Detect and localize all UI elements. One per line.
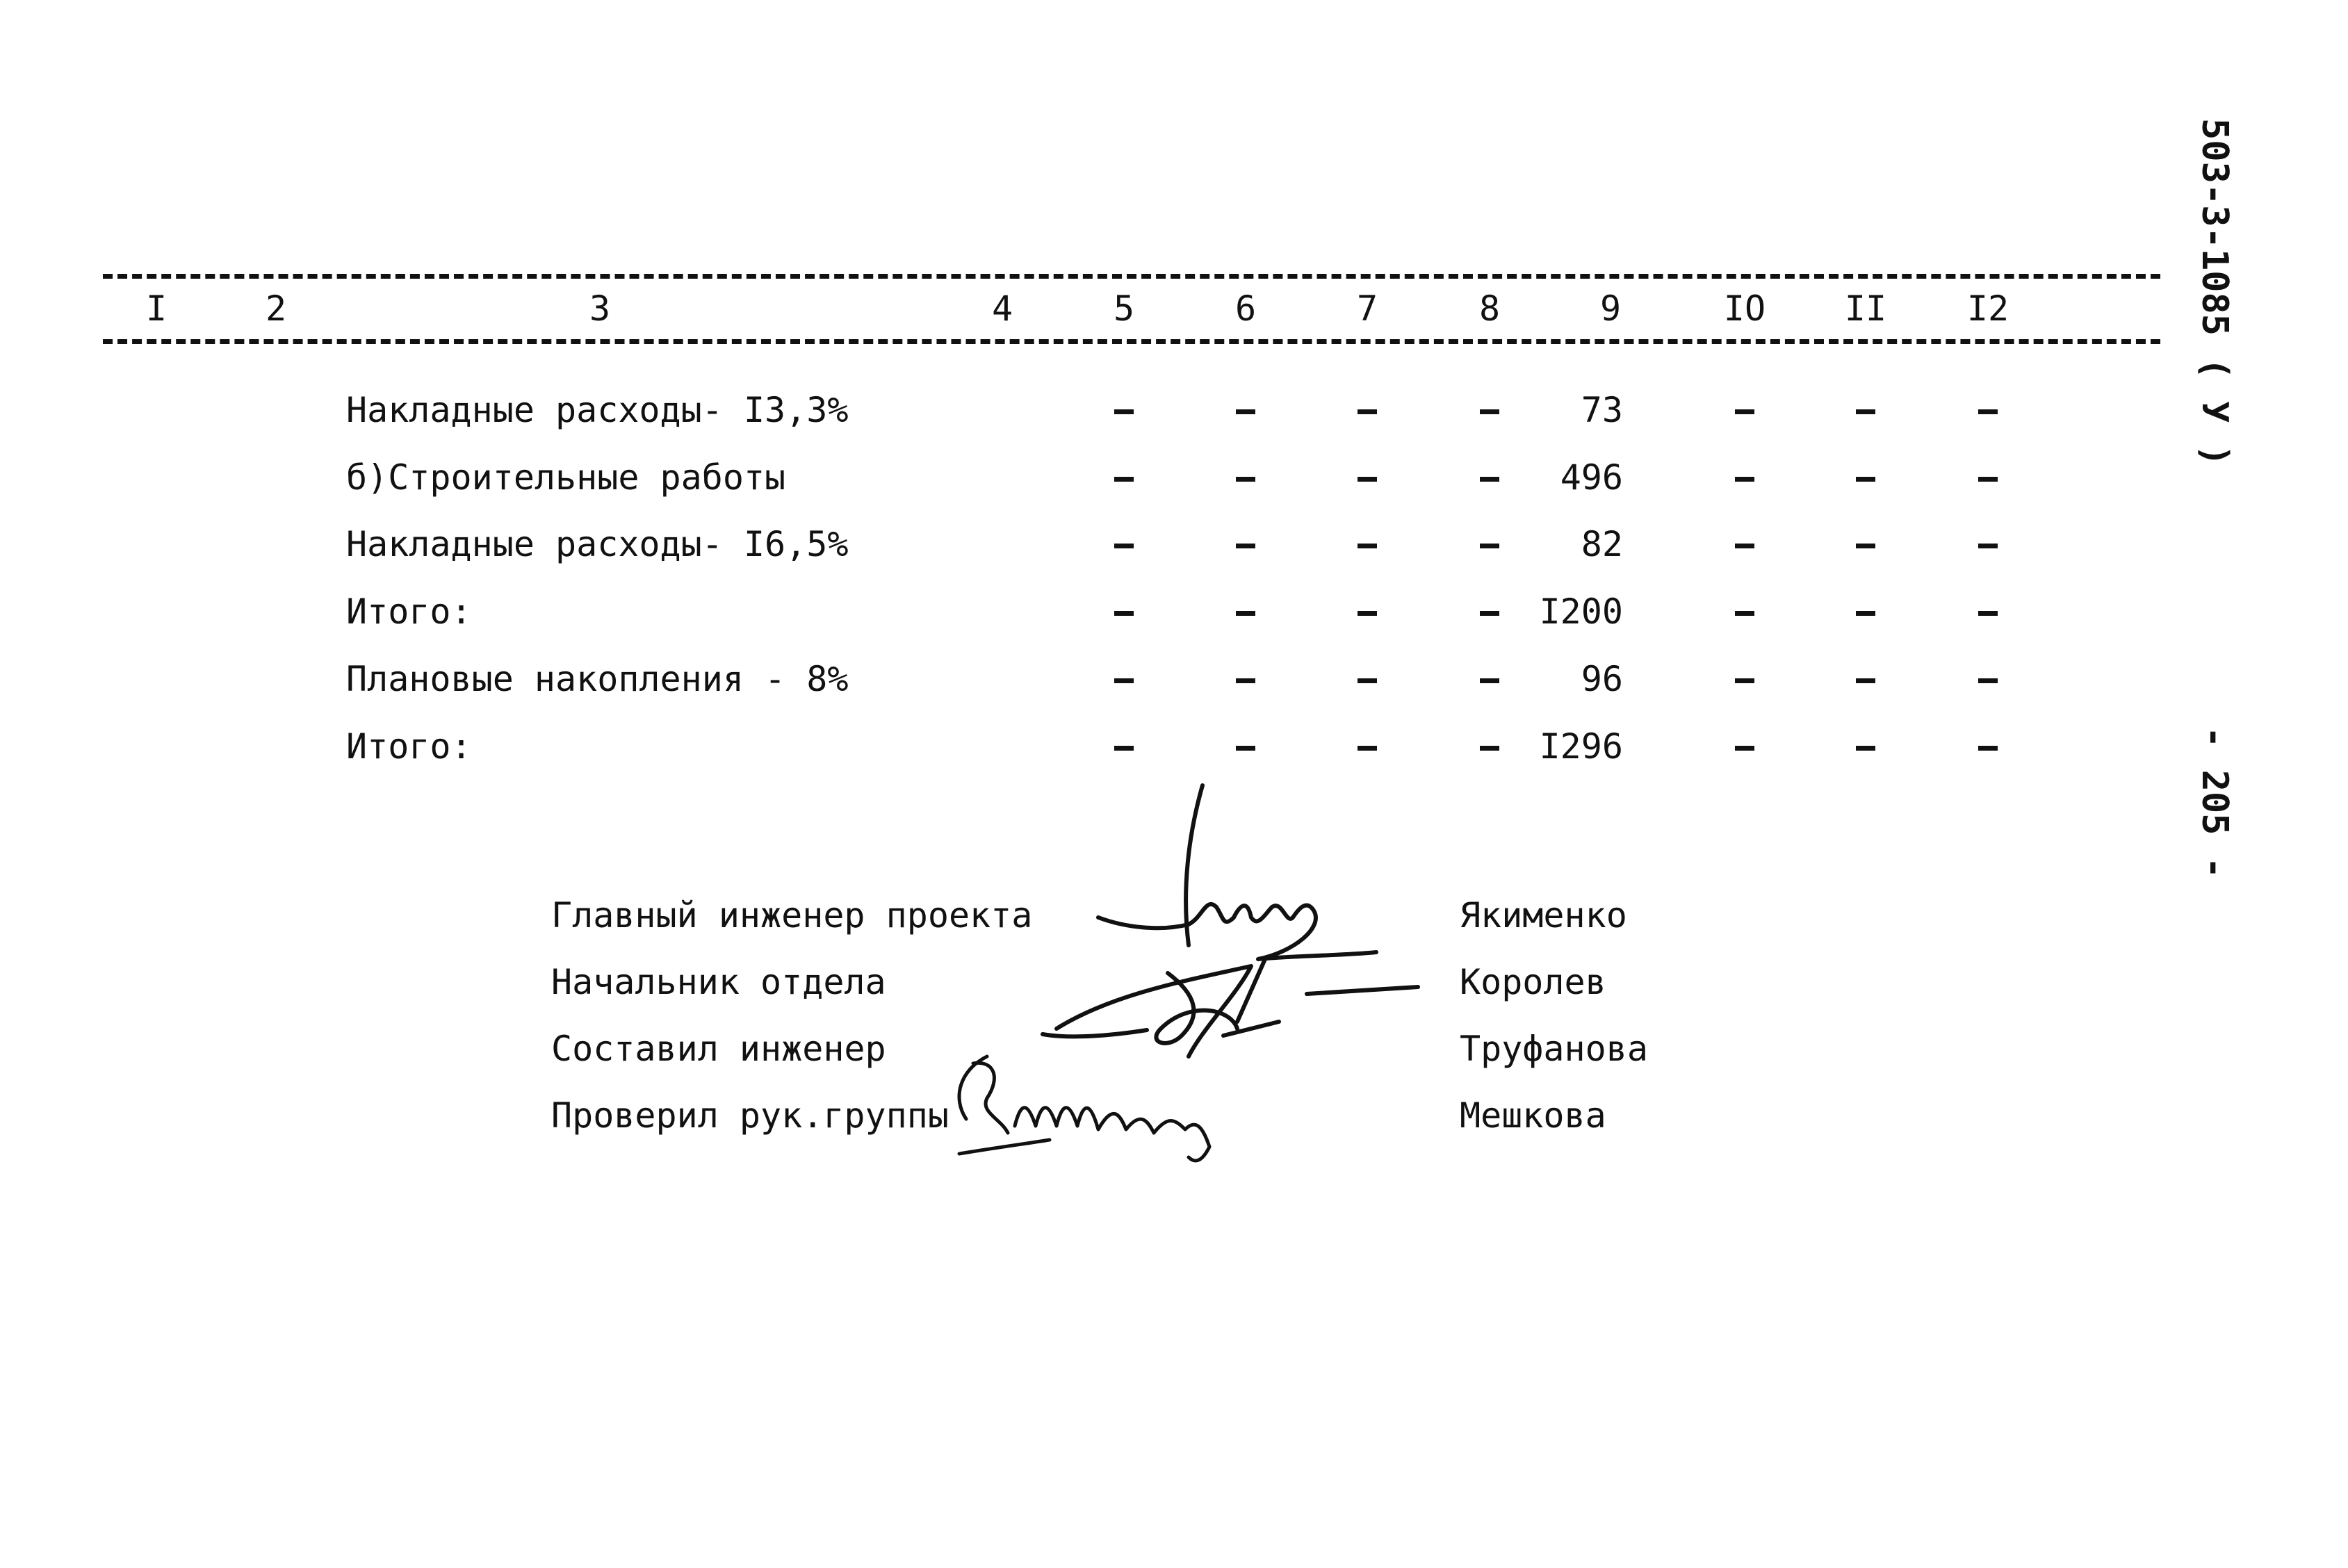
empty-cell-dash xyxy=(1236,477,1255,482)
signature-name: Мешкова xyxy=(1460,1095,1606,1136)
empty-cell-dash xyxy=(1735,746,1754,751)
empty-cell-dash xyxy=(1480,544,1499,548)
signature-role: Составил инженер xyxy=(551,1029,886,1069)
empty-cell-dash xyxy=(1735,544,1754,548)
empty-cell-dash xyxy=(1856,477,1875,482)
document-code: 503-3-1085 ( У ) xyxy=(2194,118,2235,466)
column-number: 2 xyxy=(265,288,287,329)
empty-cell-dash xyxy=(1978,544,1998,548)
signature-role: Начальник отдела xyxy=(551,962,886,1002)
row-value-col9: 73 xyxy=(1581,390,1623,430)
empty-cell-dash xyxy=(1358,544,1377,548)
empty-cell-dash xyxy=(1978,477,1998,482)
column-number: II xyxy=(1844,288,1887,329)
empty-cell-dash xyxy=(1856,611,1875,616)
signature-role: Проверил рук.группы xyxy=(551,1095,949,1136)
empty-cell-dash xyxy=(1735,611,1754,616)
row-label: Итого: xyxy=(346,591,472,632)
row-label: Итого: xyxy=(346,726,472,767)
handwritten-signature-1 xyxy=(1084,778,1397,966)
empty-cell-dash xyxy=(1856,746,1875,751)
row-label: Накладные расходы- I3,3% xyxy=(346,390,849,430)
header-bottom-rule xyxy=(103,339,2160,344)
empty-cell-dash xyxy=(1735,678,1754,683)
empty-cell-dash xyxy=(1480,746,1499,751)
row-value-col9: I296 xyxy=(1539,726,1623,767)
column-number: I xyxy=(145,288,168,329)
empty-cell-dash xyxy=(1236,611,1255,616)
empty-cell-dash xyxy=(1236,746,1255,751)
empty-cell-dash xyxy=(1236,678,1255,683)
signature-name: Труфанова xyxy=(1460,1029,1648,1069)
empty-cell-dash xyxy=(1856,678,1875,683)
row-value-col9: 96 xyxy=(1581,659,1623,699)
signature-name: Королев xyxy=(1460,962,1606,1002)
empty-cell-dash xyxy=(1114,611,1134,616)
empty-cell-dash xyxy=(1480,477,1499,482)
row-label: Плановые накопления - 8% xyxy=(346,659,849,699)
column-number: 8 xyxy=(1478,288,1501,329)
empty-cell-dash xyxy=(1735,477,1754,482)
empty-cell-dash xyxy=(1978,746,1998,751)
header-top-rule xyxy=(103,274,2160,279)
empty-cell-dash xyxy=(1114,477,1134,482)
handwritten-signature-3 xyxy=(945,1043,1293,1168)
empty-cell-dash xyxy=(1735,409,1754,414)
empty-cell-dash xyxy=(1358,611,1377,616)
column-number: 3 xyxy=(589,288,611,329)
empty-cell-dash xyxy=(1114,746,1134,751)
row-label: Накладные расходы- I6,5% xyxy=(346,524,849,564)
empty-cell-dash xyxy=(1480,678,1499,683)
empty-cell-dash xyxy=(1978,611,1998,616)
column-number: 9 xyxy=(1599,288,1622,329)
empty-cell-dash xyxy=(1480,611,1499,616)
column-number: I2 xyxy=(1966,288,2009,329)
signature-name: Якименко xyxy=(1460,895,1627,936)
empty-cell-dash xyxy=(1358,746,1377,751)
row-value-col9: 496 xyxy=(1560,457,1623,498)
empty-cell-dash xyxy=(1978,409,1998,414)
column-number: 6 xyxy=(1234,288,1257,329)
empty-cell-dash xyxy=(1114,678,1134,683)
column-number: 4 xyxy=(991,288,1013,329)
column-number: 7 xyxy=(1356,288,1378,329)
empty-cell-dash xyxy=(1978,678,1998,683)
empty-cell-dash xyxy=(1856,409,1875,414)
empty-cell-dash xyxy=(1358,477,1377,482)
empty-cell-dash xyxy=(1358,678,1377,683)
column-number: IO xyxy=(1723,288,1766,329)
signature-role: Главный инженер проекта xyxy=(551,895,1033,936)
empty-cell-dash xyxy=(1236,544,1255,548)
column-number: 5 xyxy=(1113,288,1135,329)
empty-cell-dash xyxy=(1480,409,1499,414)
empty-cell-dash xyxy=(1236,409,1255,414)
empty-cell-dash xyxy=(1358,409,1377,414)
empty-cell-dash xyxy=(1114,409,1134,414)
empty-cell-dash xyxy=(1114,544,1134,548)
row-label: б)Строительные работы xyxy=(346,457,786,498)
row-value-col9: I200 xyxy=(1539,591,1623,632)
page-number: - 205 - xyxy=(2194,726,2235,879)
row-value-col9: 82 xyxy=(1581,524,1623,564)
empty-cell-dash xyxy=(1856,544,1875,548)
